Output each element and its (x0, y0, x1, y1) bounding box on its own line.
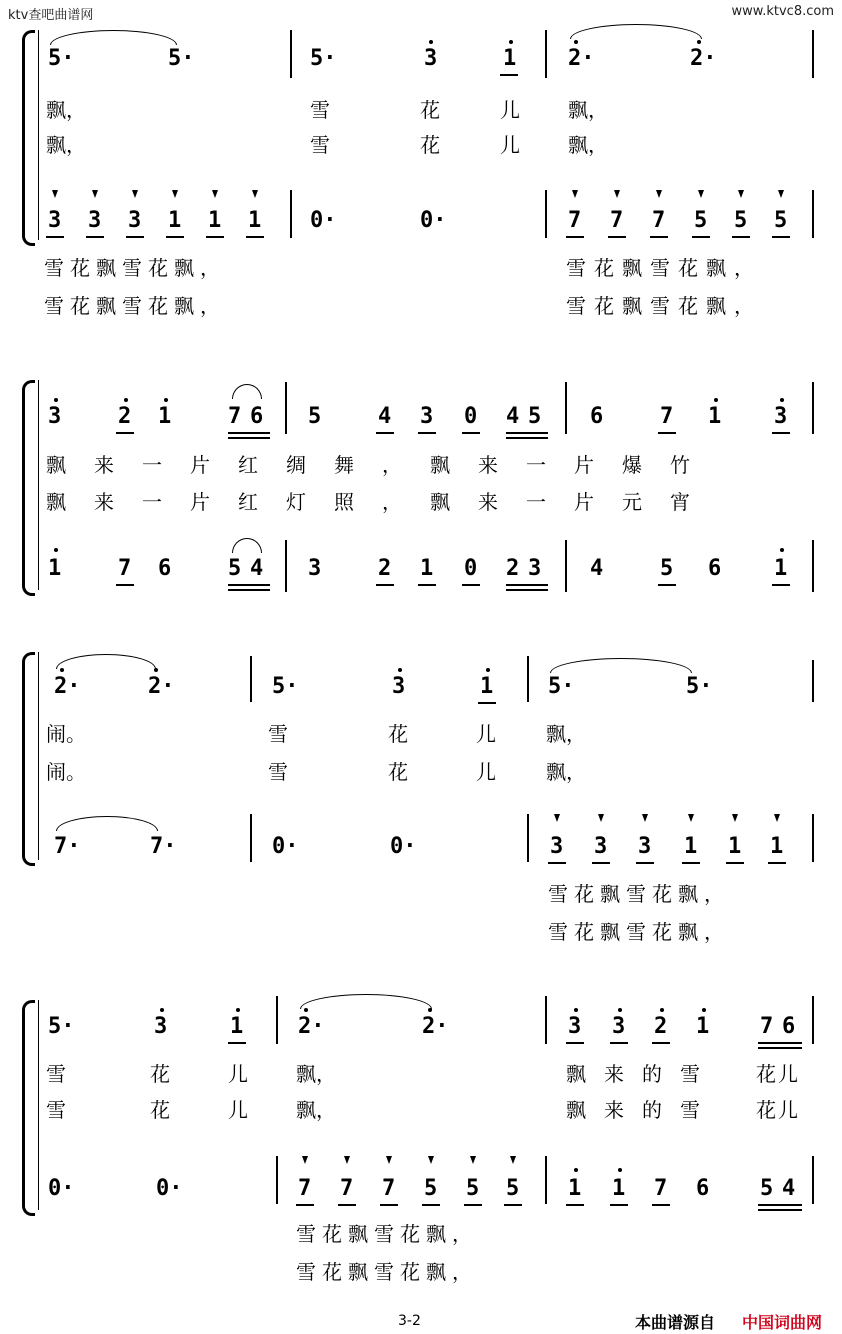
note: 3 (424, 46, 438, 71)
note: 3 (48, 404, 62, 429)
high-octave-dot (236, 1008, 240, 1012)
lyric: 儿 (476, 722, 496, 746)
note: 1 (230, 1014, 244, 1039)
lyric: 花 (150, 1062, 170, 1086)
note: 1 (708, 404, 722, 429)
note: 3 (48, 208, 62, 233)
note: 5 (466, 1176, 480, 1201)
underline (86, 236, 104, 238)
note: 7 (654, 1176, 668, 1201)
staccato-mark (642, 814, 648, 822)
barline (812, 996, 814, 1044)
note: 5 (734, 208, 748, 233)
lyric: 闹。 (46, 722, 86, 746)
barline (812, 814, 814, 862)
note: 5 (528, 404, 542, 429)
note: 1 (568, 1176, 582, 1201)
lyric: 雪 (268, 760, 288, 784)
note: 5 (660, 556, 674, 581)
high-octave-dot (486, 668, 490, 672)
system-brace (22, 380, 35, 596)
high-octave-dot (618, 1008, 622, 1012)
note: 1 (480, 674, 494, 699)
lyric: 雪花飘雪花飘， (44, 256, 226, 280)
note: 1 (503, 46, 517, 71)
underline (462, 584, 480, 586)
note: 0· (310, 208, 337, 233)
underline (478, 702, 496, 704)
staccato-mark (598, 814, 604, 822)
barline (565, 540, 567, 592)
lyric: 儿 (476, 760, 496, 784)
underline (726, 862, 744, 864)
lyric: 飘来一片红绸舞，飘来一片爆竹 (46, 453, 718, 477)
note: 5· (48, 46, 75, 71)
lyric: 花 (388, 722, 408, 746)
system-brace (22, 1000, 35, 1216)
barline (290, 190, 292, 238)
staccato-mark (92, 190, 98, 198)
note: 6 (708, 556, 722, 581)
note: 6 (158, 556, 172, 581)
note: 2· (690, 46, 717, 71)
underline (228, 432, 270, 434)
note: 1 (168, 208, 182, 233)
high-octave-dot (618, 1168, 622, 1172)
high-octave-dot (160, 1008, 164, 1012)
note: 4 (378, 404, 392, 429)
note: 5· (548, 674, 575, 699)
note: 1 (158, 404, 172, 429)
underline (376, 432, 394, 434)
lyric: 飘， (568, 133, 608, 157)
underline (206, 236, 224, 238)
note: 2· (54, 674, 81, 699)
barline (545, 1156, 547, 1204)
note: 5 (774, 208, 788, 233)
lyric: 雪花飘雪花飘， (296, 1222, 478, 1246)
underline (758, 1209, 802, 1211)
lyric: 儿 (228, 1098, 248, 1122)
lyric: 飘， (546, 722, 586, 746)
high-octave-dot (54, 398, 58, 402)
note: 1 (774, 556, 788, 581)
underline (652, 1204, 670, 1206)
underline (228, 589, 270, 591)
barline (285, 382, 287, 434)
barline (250, 814, 252, 862)
lyric: 雪 (310, 98, 330, 122)
underline (566, 236, 584, 238)
underline (126, 236, 144, 238)
underline (338, 1204, 356, 1206)
barline (290, 30, 292, 78)
staccato-mark (688, 814, 694, 822)
lyric: 飘来一片红灯照，飘来一片元宵 (46, 490, 718, 514)
high-octave-dot (304, 1008, 308, 1012)
note: 3 (308, 556, 322, 581)
lyric: 雪 (268, 722, 288, 746)
barline (545, 190, 547, 238)
underline (592, 862, 610, 864)
note: 5· (686, 674, 713, 699)
barline (276, 996, 278, 1044)
lyric: 儿 (500, 133, 520, 157)
site-header-right: www.ktvc8.com (731, 4, 834, 19)
note: 4 (590, 556, 604, 581)
slur (232, 384, 262, 399)
note: 6 (782, 1014, 796, 1039)
staccato-mark (252, 190, 258, 198)
underline (658, 432, 676, 434)
staccato-mark (554, 814, 560, 822)
staccato-mark (738, 190, 744, 198)
lyric: 雪花飘雪花飘， (296, 1260, 478, 1284)
underline (566, 1204, 584, 1206)
lyric: 飘， (568, 98, 608, 122)
note: 1 (248, 208, 262, 233)
note: 1 (728, 834, 742, 859)
barline (812, 660, 814, 702)
note: 7 (610, 208, 624, 233)
staccato-mark (386, 1156, 392, 1164)
lyric: 花 (420, 133, 440, 157)
note: 3 (88, 208, 102, 233)
lyric: 飘来的雪 (566, 1098, 718, 1122)
note: 7 (228, 404, 242, 429)
lyric: 飘， (46, 98, 86, 122)
note: 3 (638, 834, 652, 859)
staccato-mark (172, 190, 178, 198)
note: 7 (652, 208, 666, 233)
note: 0· (420, 208, 447, 233)
note: 2· (422, 1014, 449, 1039)
underline (652, 1042, 670, 1044)
note: 5· (48, 1014, 75, 1039)
note: 2· (298, 1014, 325, 1039)
barline (812, 1156, 814, 1204)
barline (565, 382, 567, 434)
lyric: 飘， (296, 1062, 336, 1086)
note: 3 (612, 1014, 626, 1039)
underline (758, 1204, 802, 1206)
underline (376, 584, 394, 586)
page-number: 3-2 (398, 1313, 421, 1329)
barline (545, 996, 547, 1044)
note: 2 (506, 556, 520, 581)
slur (550, 658, 692, 673)
staccato-mark (428, 1156, 434, 1164)
note: 2· (568, 46, 595, 71)
note: 3 (154, 1014, 168, 1039)
note: 3 (528, 556, 542, 581)
barline (527, 656, 529, 702)
underline (692, 236, 710, 238)
barline (812, 190, 814, 238)
high-octave-dot (574, 1168, 578, 1172)
note: 2 (378, 556, 392, 581)
note: 3 (774, 404, 788, 429)
note: 2 (118, 404, 132, 429)
underline (608, 236, 626, 238)
underline (296, 1204, 314, 1206)
underline (772, 432, 790, 434)
underline (116, 432, 134, 434)
lyric: 花 (388, 760, 408, 784)
underline (772, 236, 790, 238)
high-octave-dot (574, 1008, 578, 1012)
note: 5 (424, 1176, 438, 1201)
staccato-mark (132, 190, 138, 198)
lyric: 雪 (310, 133, 330, 157)
lyric: 雪花飘雪花飘， (548, 920, 730, 944)
underline (758, 1047, 802, 1049)
note: 7· (54, 834, 81, 859)
underline (46, 236, 64, 238)
barline (285, 540, 287, 592)
barline (250, 656, 252, 702)
note: 4 (250, 556, 264, 581)
underline (500, 74, 518, 76)
note: 2· (148, 674, 175, 699)
lyric: 花儿 (756, 1062, 800, 1086)
note: 7 (340, 1176, 354, 1201)
note: 7 (118, 556, 132, 581)
system-bracket (38, 1000, 39, 1210)
source-label: 本曲谱源自 (635, 1313, 716, 1332)
high-octave-dot (702, 1008, 706, 1012)
underline (548, 862, 566, 864)
staccato-mark (344, 1156, 350, 1164)
high-octave-dot (660, 1008, 664, 1012)
underline (772, 584, 790, 586)
underline (566, 1042, 584, 1044)
slur (50, 30, 177, 45)
underline (380, 1204, 398, 1206)
high-octave-dot (429, 40, 433, 44)
high-octave-dot (398, 668, 402, 672)
note: 4 (506, 404, 520, 429)
underline (732, 236, 750, 238)
high-octave-dot (574, 40, 578, 44)
high-octave-dot (124, 398, 128, 402)
lyric: 花 (420, 98, 440, 122)
note: 1 (684, 834, 698, 859)
lyric: 飘， (46, 133, 86, 157)
note: 3 (128, 208, 142, 233)
note: 0· (48, 1176, 75, 1201)
system-brace (22, 652, 35, 866)
note: 3 (594, 834, 608, 859)
underline (506, 432, 548, 434)
note: 7 (382, 1176, 396, 1201)
system-bracket (38, 30, 39, 240)
note: 6 (590, 404, 604, 429)
underline (166, 236, 184, 238)
lyric: 雪 (46, 1062, 66, 1086)
lyric: 花儿 (756, 1098, 800, 1122)
underline (116, 584, 134, 586)
lyric: 飘， (296, 1098, 336, 1122)
note: 1 (420, 556, 434, 581)
high-octave-dot (154, 668, 158, 672)
slur (232, 538, 262, 553)
underline (506, 437, 548, 439)
note: 0 (464, 404, 478, 429)
staccato-mark (778, 190, 784, 198)
underline (768, 862, 786, 864)
lyric: 闹。 (46, 760, 86, 784)
note: 2 (654, 1014, 668, 1039)
note: 0· (272, 834, 299, 859)
site-header-left: ktv查吧曲谱网 (8, 8, 94, 23)
note: 0 (464, 556, 478, 581)
lyric: 飘来的雪 (566, 1062, 718, 1086)
high-octave-dot (714, 398, 718, 402)
high-octave-dot (509, 40, 513, 44)
lyric: 雪花飘雪花飘， (566, 256, 762, 280)
barline (812, 30, 814, 78)
underline (418, 432, 436, 434)
note: 3 (568, 1014, 582, 1039)
note: 5· (310, 46, 337, 71)
system-bracket (38, 652, 39, 860)
note: 5 (760, 1176, 774, 1201)
underline (246, 236, 264, 238)
underline (422, 1204, 440, 1206)
underline (504, 1204, 522, 1206)
note: 1 (770, 834, 784, 859)
underline (506, 584, 548, 586)
underline (682, 862, 700, 864)
staccato-mark (774, 814, 780, 822)
barline (812, 540, 814, 592)
note: 3 (392, 674, 406, 699)
note: 1 (208, 208, 222, 233)
note: 7 (568, 208, 582, 233)
barline (545, 30, 547, 78)
source-site: 中国词曲网 (742, 1313, 823, 1332)
lyric: 飘， (546, 760, 586, 784)
high-octave-dot (780, 398, 784, 402)
high-octave-dot (164, 398, 168, 402)
note: 1 (612, 1176, 626, 1201)
underline (658, 584, 676, 586)
note: 0· (390, 834, 417, 859)
lyric: 雪花飘雪花飘， (566, 294, 762, 318)
underline (418, 584, 436, 586)
note: 7 (760, 1014, 774, 1039)
note: 1 (696, 1014, 710, 1039)
high-octave-dot (697, 40, 701, 44)
high-octave-dot (428, 1008, 432, 1012)
staccato-mark (572, 190, 578, 198)
high-octave-dot (780, 548, 784, 552)
staccato-mark (470, 1156, 476, 1164)
underline (462, 432, 480, 434)
staccato-mark (656, 190, 662, 198)
staccato-mark (212, 190, 218, 198)
barline (527, 814, 529, 862)
note: 0· (156, 1176, 183, 1201)
note: 1 (48, 556, 62, 581)
staccato-mark (698, 190, 704, 198)
lyric: 雪花飘雪花飘， (44, 294, 226, 318)
staccato-mark (510, 1156, 516, 1164)
underline (228, 437, 270, 439)
underline (636, 862, 654, 864)
system-brace (22, 30, 35, 246)
slur (570, 24, 702, 39)
slur (300, 994, 432, 1009)
note: 5 (506, 1176, 520, 1201)
staccato-mark (614, 190, 620, 198)
high-octave-dot (60, 668, 64, 672)
barline (812, 382, 814, 434)
note: 5 (308, 404, 322, 429)
slur (56, 816, 158, 831)
underline (610, 1042, 628, 1044)
slur (56, 654, 156, 669)
system-bracket (38, 380, 39, 590)
underline (650, 236, 668, 238)
staccato-mark (302, 1156, 308, 1164)
underline (228, 584, 270, 586)
underline (228, 1042, 246, 1044)
lyric: 花 (150, 1098, 170, 1122)
note: 7 (660, 404, 674, 429)
lyric: 雪 (46, 1098, 66, 1122)
underline (506, 589, 548, 591)
high-octave-dot (54, 548, 58, 552)
underline (610, 1204, 628, 1206)
note: 7· (150, 834, 177, 859)
lyric: 儿 (228, 1062, 248, 1086)
note: 4 (782, 1176, 796, 1201)
note: 5· (272, 674, 299, 699)
note: 7 (298, 1176, 312, 1201)
note: 6 (696, 1176, 710, 1201)
note: 3 (550, 834, 564, 859)
underline (758, 1042, 802, 1044)
note: 5 (228, 556, 242, 581)
note: 6 (250, 404, 264, 429)
note: 5 (694, 208, 708, 233)
lyric: 雪花飘雪花飘， (548, 882, 730, 906)
note: 3 (420, 404, 434, 429)
note: 5· (168, 46, 195, 71)
staccato-mark (732, 814, 738, 822)
lyric: 儿 (500, 98, 520, 122)
barline (276, 1156, 278, 1204)
staccato-mark (52, 190, 58, 198)
underline (464, 1204, 482, 1206)
